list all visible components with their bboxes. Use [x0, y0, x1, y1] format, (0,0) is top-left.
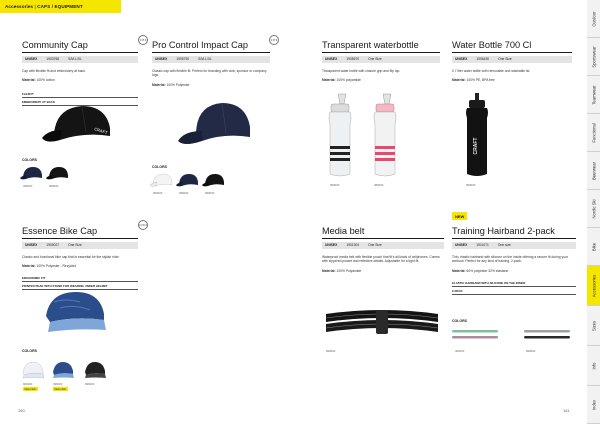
product-material [152, 83, 270, 87]
colors-label: COLORS [22, 349, 37, 353]
colors-label: COLORS [22, 158, 37, 162]
swatch-code: 396000 [53, 382, 63, 386]
sidebar-tab-label: Sportswear [591, 45, 596, 68]
feature-item: ELASTIC HAIRBAND WITH SILICONE ON THE INSIDE [452, 281, 576, 287]
swatch-black-cap [202, 172, 226, 188]
product-description: Classic and functional bike cap that is essential for the stylish rider. [22, 254, 120, 259]
product-code: 1906430 [476, 57, 490, 62]
product-essence-cap [22, 226, 138, 290]
swatch-code: 999000 [205, 191, 215, 195]
section-header-tag [0, 0, 121, 13]
sidebar-tab-label: Nordic Ski [591, 198, 596, 219]
material-value: 100% cotton [36, 78, 55, 83]
pro-control-cap-image [172, 97, 258, 153]
sidebar-tab-label: Teamwear [591, 84, 596, 105]
swatch-white-cap [150, 172, 174, 188]
swatch-code: 999000 [326, 349, 336, 353]
product-code: 1903766 [46, 57, 60, 62]
sidebar-tab-accessories[interactable] [587, 266, 600, 306]
water-bottle-image [462, 92, 492, 180]
title-rule [452, 52, 572, 53]
category-sidebar [587, 0, 600, 424]
product-sizes: One size [497, 243, 511, 248]
subsection-name: CAPS / EQUIPMENT [37, 4, 83, 9]
product-code: 1909027 [46, 243, 60, 248]
product-material [22, 78, 138, 82]
sidebar-tab-nordic-ski[interactable] [587, 190, 600, 228]
swatch-black-cap [82, 360, 108, 380]
swatch-code: 999000 [526, 349, 536, 353]
page-number-right: 161 [563, 408, 570, 413]
product-media-belt [322, 226, 444, 273]
product-material [452, 269, 576, 273]
product-code-bar [452, 242, 576, 249]
sidebar-tab-label: Accessories [591, 274, 596, 297]
material-value: 100% Polyamide [336, 268, 362, 273]
swatch-code: 462000 [455, 349, 465, 353]
product-title: Media belt [322, 226, 365, 236]
price-badge: 9.95 € [269, 35, 279, 45]
product-title: Pro Control Impact Cap [152, 40, 248, 50]
material-label: Material: [322, 78, 336, 83]
code-label: UNISEX [325, 243, 338, 248]
swatch-code: 396000 [179, 191, 189, 195]
colors-label: COLORS [452, 319, 467, 323]
swatch-white-cap [20, 360, 46, 380]
feature-item: EMBROIDERY AT BACK [22, 100, 138, 106]
product-code: 1905790 [176, 57, 190, 62]
feature-list [452, 281, 576, 295]
product-description: Transparent water bottle with closure grip and flip top. [322, 68, 401, 73]
transparent-bottle-pink-image [371, 92, 399, 180]
community-cap-image [40, 100, 120, 150]
sidebar-tab-label: Outdoor [591, 10, 596, 27]
material-label: Material: [452, 268, 466, 273]
product-code-bar [152, 56, 270, 63]
material-value: 60% polyester 32% elastane [466, 268, 509, 273]
product-water-bottle [452, 40, 572, 82]
material-value: 100% polyamide [336, 78, 361, 83]
section-separator: | [33, 4, 38, 9]
sidebar-tab-beerwear[interactable] [587, 152, 600, 190]
code-label: UNISEX [25, 57, 38, 62]
product-description: Waterproof media belt with flexible pouch that fit's all kinds of cellphones. Comes with zippered pocket and reflective details. Adjustable for a tight fit. [322, 254, 440, 264]
sidebar-tab-label: Sizes [591, 320, 596, 331]
material-label: Material: [322, 268, 336, 273]
price-badge: 19.95 € [138, 220, 148, 230]
new-color-badge: New color [54, 387, 67, 391]
code-label: UNISEX [25, 243, 38, 248]
material-value: 100% PE, BPA free [466, 78, 495, 83]
sidebar-tab-outdoor[interactable] [587, 0, 600, 38]
product-description: Cap with flexible fit and embroidery at back. [22, 68, 86, 73]
product-sizes: S/M-L/XL [68, 57, 82, 62]
product-title: Training Hairband 2-pack [452, 226, 555, 236]
svg-text:CRAFT: CRAFT [93, 126, 109, 136]
product-code: 1905670 [346, 57, 360, 62]
swatch-green-hairband [450, 328, 500, 344]
price-badge: 9.95 € [138, 35, 148, 45]
product-sizes: One Size [68, 243, 82, 248]
title-rule [452, 238, 576, 239]
swatch-code: 999000 [85, 382, 95, 386]
sidebar-tab-bike[interactable] [587, 228, 600, 266]
product-code-bar [22, 56, 138, 63]
swatch-grey-hairband [522, 328, 572, 344]
section-name: Accessories [5, 4, 34, 9]
sidebar-tab-sportswear[interactable] [587, 38, 600, 76]
product-material [322, 269, 444, 273]
feature-item: PRINTED PEAK WITH STAND FOR WEARING UNDER HELMET [22, 284, 138, 290]
media-belt-image [322, 300, 442, 344]
sidebar-tab-label: Info [591, 362, 596, 369]
sidebar-tab-info[interactable] [587, 346, 600, 386]
product-description: Thin, elastic hairband with silicone on the inside offering a secure fit during your workout. Perfect for any kind of training. 2-pack. [452, 254, 568, 264]
product-title: Essence Bike Cap [22, 226, 98, 236]
material-value: 100% Polyester - Recycled [36, 264, 77, 269]
transparent-bottle-clear-image [326, 92, 354, 180]
sidebar-tab-teamwear[interactable] [587, 76, 600, 114]
sidebar-tab-sizes[interactable] [587, 306, 600, 346]
material-label: Material: [22, 264, 36, 269]
code-label: UNISEX [155, 57, 168, 62]
product-code-bar [322, 56, 440, 63]
sidebar-tab-label: Index [591, 399, 596, 410]
product-code: 1901304 [346, 243, 360, 248]
swatch-code: 999000 [330, 183, 340, 187]
feature-item: 2-PACK [452, 289, 576, 295]
swatch-code: 900000 [23, 382, 33, 386]
bottle-logo-text: CRAFT [473, 137, 479, 155]
title-rule [322, 238, 444, 239]
swatch-navy-cap [176, 172, 200, 188]
swatch-blue-cap [50, 360, 76, 380]
code-label: UNISEX [455, 57, 468, 62]
product-title: Community Cap [22, 40, 88, 50]
swatch-code: 999000 [49, 184, 59, 188]
new-badge: NEW [452, 212, 467, 220]
title-rule [22, 238, 138, 239]
product-sizes: S/M-L/XL [198, 57, 212, 62]
product-description: Classic cap with flexible fit. Perfect for branding with club, sponsor or company logo. [152, 68, 267, 78]
product-code-bar [22, 242, 138, 249]
page-number-left: 160 [18, 408, 25, 413]
product-title: Transparent waterbottle [322, 40, 419, 50]
swatch-black-cap [46, 165, 70, 181]
product-description: 0.7 liter water bottle with removable and washable lid. [452, 68, 531, 73]
sidebar-tab-label: Beerwear [591, 161, 596, 180]
material-label: Material: [22, 78, 36, 83]
product-material [22, 264, 138, 268]
sidebar-tab-functional[interactable] [587, 114, 600, 152]
code-label: UNISEX [455, 243, 468, 248]
product-hairband [452, 226, 576, 295]
product-code: 1911071 [476, 243, 489, 248]
product-sizes: One Size [368, 243, 382, 248]
feature-item: ERGONOMIC FIT [22, 276, 138, 282]
new-color-badge: New color [24, 387, 37, 391]
swatch-code: 999000 [466, 183, 476, 187]
title-rule [322, 52, 440, 53]
swatch-code: 480000 [374, 183, 384, 187]
title-rule [22, 52, 138, 53]
product-material [452, 78, 572, 82]
product-transparent-bottle [322, 40, 440, 82]
sidebar-tab-label: Functional [591, 122, 596, 143]
product-sizes: One Size [368, 57, 382, 62]
product-code-bar [322, 242, 444, 249]
swatch-code: 396000 [23, 184, 33, 188]
product-material [322, 78, 440, 82]
product-code-bar [452, 56, 572, 63]
product-pro-control-cap [152, 40, 270, 87]
colors-label: COLORS [152, 165, 167, 169]
feature-item: FLEXFIT [22, 92, 138, 98]
material-label: Material: [152, 82, 166, 87]
product-title: Water Bottle 700 Cl [452, 40, 532, 50]
sidebar-tab-index[interactable] [587, 386, 600, 424]
code-label: UNISEX [325, 57, 338, 62]
product-sizes: One Size [498, 57, 512, 62]
title-rule [152, 52, 270, 53]
sidebar-tab-label: Bike [591, 242, 596, 251]
material-label: Material: [452, 78, 466, 83]
essence-cap-image [36, 286, 116, 340]
product-community-cap [22, 40, 138, 106]
swatch-code: 900000 [153, 191, 163, 195]
material-value: 100% Polyester [166, 82, 190, 87]
swatch-navy-cap [20, 165, 44, 181]
